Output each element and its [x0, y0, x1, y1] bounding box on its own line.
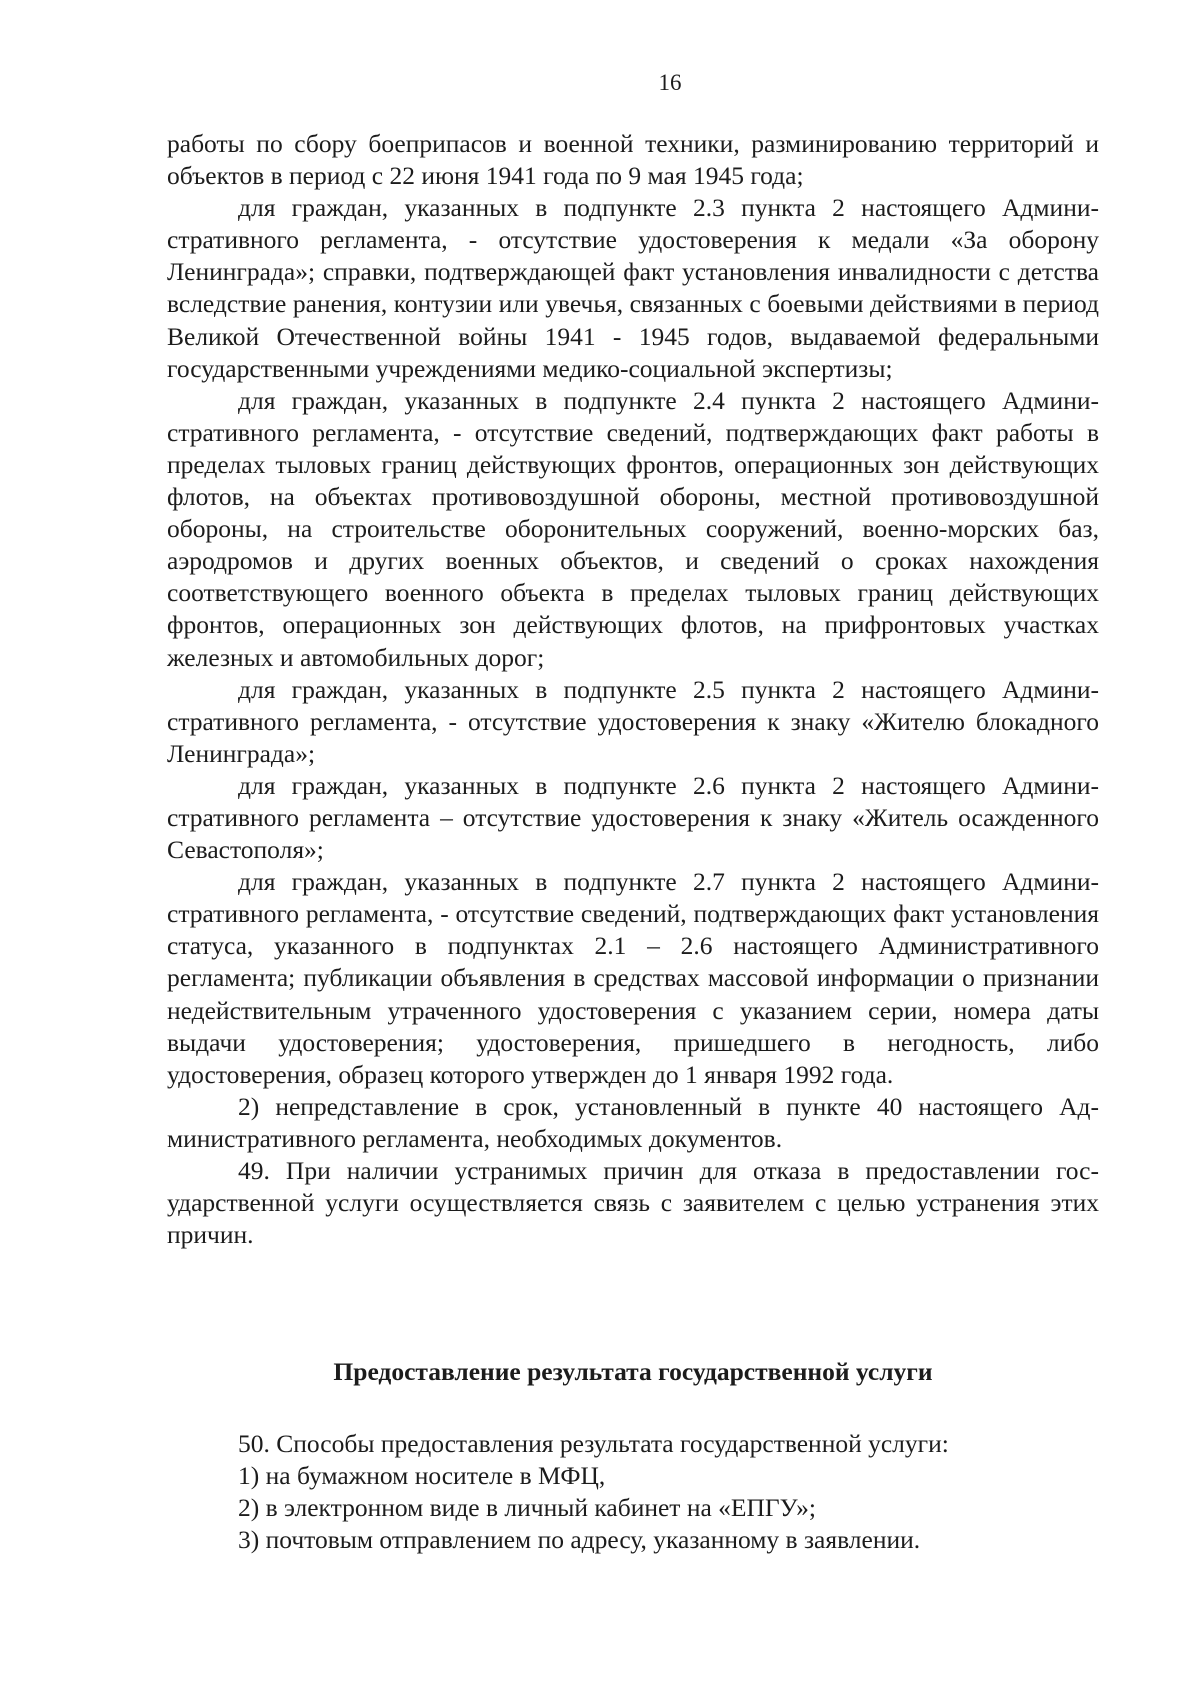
paragraph-subclause-2-5: для граждан, указанных в подпункте 2.5 пункта 2 настоящего Административного регламента, - отсутствие удостоверения к знаку «Жителю блокадного Ленинграда»; — [167, 674, 1099, 768]
list-item: 2) в электронном виде в личный кабинет на «ЕПГУ»; — [238, 1493, 816, 1523]
paragraph-subclause-2-4: для граждан, указанных в подпункте 2.4 пункта 2 настоящего Административного регламента, - отсутствие сведений, подтверждающих факт работы в пределах тыловых границ действующих фронтов, операционных зон действующих флотов, на объектах противовоздушной обороны, местной противовоздушной обороны, на строительстве оборонительных сооружений, военно-морских баз, аэродромов и других военных объектов, и сведений о сроках нахождения соответствующего военного объекта в пределах тыловых границ действующих фронтов, операционных зон действующих флотов, на прифронтовых участках железных и автомобильных дорог; — [167, 385, 1099, 672]
paragraph-50: 50. Способы предоставления результата государственной услуги: — [238, 1429, 949, 1458]
list-item: 1) на бумажном носителе в МФЦ, — [238, 1461, 606, 1491]
paragraph-item-2: 2) непредставление в срок, установленный в пункте 40 настоящего Административного регламента, необходимых документов. — [167, 1091, 1099, 1153]
list-item: 3) почтовым отправлением по адресу, указанному в заявлении. — [238, 1525, 921, 1555]
result-methods-list — [167, 1428, 1099, 1556]
paragraph-continuation: работы по сбору боеприпасов и военной техники, разминированию территорий и объектов в период с 22 июня 1941 года по 9 мая 1945 года; — [167, 129, 1099, 191]
paragraph-subclause-2-3: для граждан, указанных в подпункте 2.3 пункта 2 настоящего Административного регламента, - отсутствие удостоверения к медали «За оборону Ленинграда»; справки, подтверждающей факт установления инвалидности с детства вследствие ранения, контузии или увечья, связанных с боевыми действиями в период Великой Отечественной войны 1941 - 1945 годов, выдаваемой федеральными государственными учреждениями медико-социальной экспертизы; — [167, 193, 1099, 383]
page-number: 16 — [658, 70, 682, 95]
section-heading: Предоставление результата государственной услуги — [333, 1357, 933, 1386]
paragraph-subclause-2-7: для граждан, указанных в подпункте 2.7 пункта 2 настоящего Административного регламента, - отсутствие сведений, подтверждающих факт установления статуса, указанного в подпунктах 2.1 – 2.6 настоящего Административного регламента; публикации объявления в средствах массовой информации о признании недействительным утраченного удостоверения с указанием серии, номера даты выдачи удостоверения; удостоверения, пришедшего в негодность, либо удостоверения, образец которого утвержден до 1 января 1992 года. — [167, 867, 1099, 1089]
body-text — [167, 128, 1099, 1251]
paragraph-49: 49. При наличии устранимых причин для отказа в предоставлении государственной услуги осуществляется связь с заявителем с целью устранения этих причин. — [167, 1156, 1099, 1250]
paragraph-subclause-2-6: для граждан, указанных в подпункте 2.6 пункта 2 настоящего Административного регламента – отсутствие удостоверения к знаку «Житель осажденного Севастополя»; — [167, 770, 1099, 865]
